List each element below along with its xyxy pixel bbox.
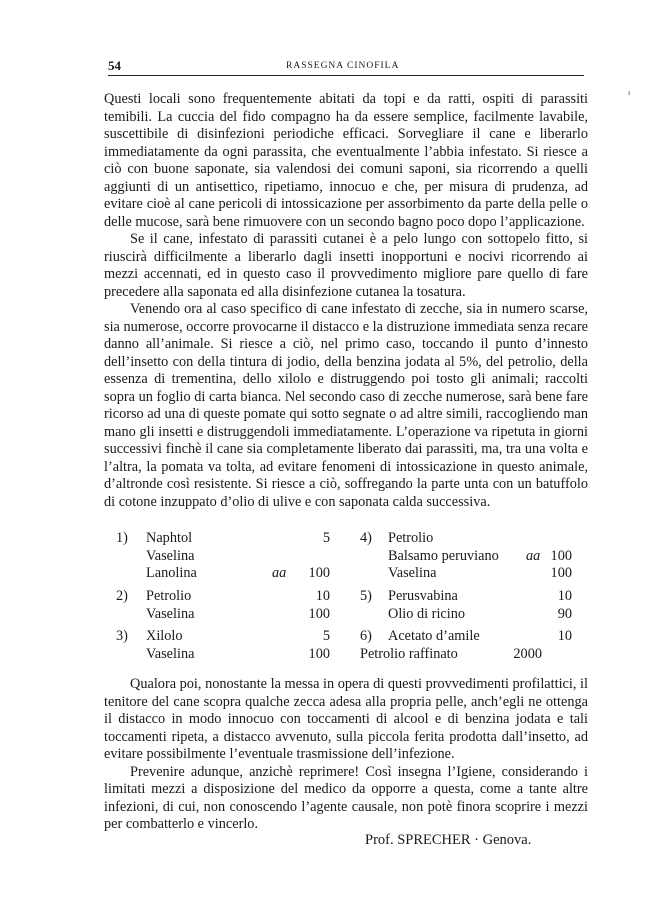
ingredient-qty: 100 bbox=[550, 547, 572, 564]
ingredient-qty: 10 bbox=[557, 588, 572, 604]
header-rule bbox=[108, 75, 584, 76]
ingredient-qty: 2000 bbox=[513, 645, 542, 662]
ingredient-name: Acetato d’amile bbox=[388, 628, 480, 644]
ingredient-qty: 90 bbox=[557, 605, 572, 622]
author-signature: Prof. SPRECHER · Genova. bbox=[365, 832, 532, 848]
ingredient-qty: 10 bbox=[315, 588, 330, 604]
ingredient-qty: 5 bbox=[322, 530, 330, 546]
paragraph-2: Se il cane, infestato di parassiti cutanei è a pelo lungo con sottopelo fitto, si riuscirà difficilmente a liberarlo dagli insetti inopportuni e nocivi ricorrendo ai mezzi accennati, ed in questo caso il provvedimento migliore pare quello di fare precedere alla saponata ed alla disinfezione cutanea la tosatura. bbox=[104, 231, 588, 300]
paragraph-5: Prevenire adunque, anzichè reprimere! Così insegna l’Igiene, considerando i limitati mezzi a disposizione del medico da opporre a questa, come a tante altre infezioni, di cui, non conoscendo l’agente causale, non potè finora scoprire i mezzi per combatterlo e vincerlo. bbox=[104, 763, 588, 832]
ana-partes-mark: aa bbox=[272, 565, 287, 581]
ingredient-name: Vaselina bbox=[146, 605, 195, 622]
ingredient-name: Petrolio raffinato bbox=[360, 645, 458, 662]
closing-body bbox=[104, 676, 588, 834]
recipe-number: 5) bbox=[360, 588, 372, 604]
running-title: RASSEGNA CINOFILA bbox=[286, 61, 400, 71]
ingredient-name: Naphtol bbox=[146, 530, 193, 546]
paragraph-1: Questi locali sono frequentemente abitati da topi e da ratti, ospiti di parassiti temibili. La cuccia del fido compagno ha da essere semplice, facilmente lavabile, suscettibile di disinfezioni periodiche efficaci. Sorvegliare il cane e liberarlo immediatamente da ogni parassita, che eventualmente l’abbia infestato. Si riesce a ciò con buone saponate, sia valendosi dei comuni saponi, sia ricorrendo a quelli aggiunti di un antisettico, ripetiamo, innocuo e che, per misura di prudenza, ad evitare cioè al cane pericoli di intossicazione per assorbimento da parte della pelle o delle mucose, sarà bene rimuovere con un secondo bagno poco dopo l’applicazione. bbox=[104, 91, 588, 230]
page-number: 54 bbox=[108, 58, 121, 73]
paragraph-3: Venendo ora al caso specifico di cane infestato di zecche, sia in numero scarse, sia numerose, occorre provocarne il distacco e la distruzione immediata senza recare danno all’animale. Si riesce a ciò, nel primo caso, toccando il punto d’innesto dell’insetto con della tintura di jodio, della benzina jodata al 5%, del petrolio, della essenza di trementina, dello xilolo e distruggendo poi tosto gli animali; raccolti sopra un foglio di carta bianca. Nel secondo caso di zecche numerose, sarà bene fare ricorso ad una di queste pomate qui sotto segnate o ad altre simili, raccogliendo man mano gli insetti e distruggendoli immediatamente. L’operazione va ripetuta in giorni successivi finchè il cane sia completamente liberato dai parassiti, ma, tra una volta e l’altra, la pomata va tolta, ad evitare fenomeni di intossicazione in questo animale, d’altronde così resistente. Si riesce a ciò, soffregando la parte unta con un batuffolo di cotone inzuppato d’olio di ulive e con saponata calda successiva. bbox=[104, 301, 588, 510]
ingredient-name: Olio di ricino bbox=[388, 605, 466, 622]
ingredient-name: Balsamo peruviano bbox=[388, 547, 499, 564]
margin-mark: ı bbox=[628, 88, 631, 97]
ingredient-qty: 100 bbox=[308, 645, 330, 662]
ingredient-name: Vaselina bbox=[146, 547, 195, 564]
recipe-number: 2) bbox=[116, 588, 128, 604]
recipe-list bbox=[112, 530, 582, 670]
ingredient-qty: 100 bbox=[308, 605, 330, 622]
recipe-number: 1) bbox=[116, 530, 128, 546]
ingredient-qty: 100 bbox=[308, 565, 330, 581]
recipe-number: 4) bbox=[360, 530, 372, 546]
ingredient-name: Xilolo bbox=[146, 628, 183, 644]
ingredient-name: Lanolina bbox=[146, 565, 197, 581]
ana-partes-mark: aa bbox=[526, 547, 541, 564]
ingredient-qty: 100 bbox=[550, 565, 572, 581]
ingredient-name: Vaselina bbox=[146, 645, 195, 662]
paragraph-4: Qualora poi, nonostante la messa in opera di questi provvedimenti profilattici, il tenitore del cane scopra qualche zecca adesa alla propria pelle, anch’egli ne ottenga il distacco in modo innocuo con toccamenti di alcool e di benzina jodata e tali toccamenti ripeta, a distacco avvenuto, sulla piccola ferita prodotta dall’insetto, ad evitare possibilmente l’eventuale trasmissione dell’infezione. bbox=[104, 676, 588, 762]
recipe-number: 3) bbox=[116, 628, 128, 644]
ingredient-name: Perusvabina bbox=[388, 588, 458, 604]
ingredient-qty: 5 bbox=[322, 628, 330, 644]
ingredient-qty: 10 bbox=[557, 628, 572, 644]
ingredient-name: Petrolio bbox=[388, 530, 434, 546]
recipe-number: 6) bbox=[360, 628, 372, 644]
article-body bbox=[104, 91, 588, 511]
ingredient-name: Petrolio bbox=[146, 588, 192, 604]
page-header bbox=[108, 56, 584, 78]
ingredient-name: Vaselina bbox=[388, 565, 437, 581]
